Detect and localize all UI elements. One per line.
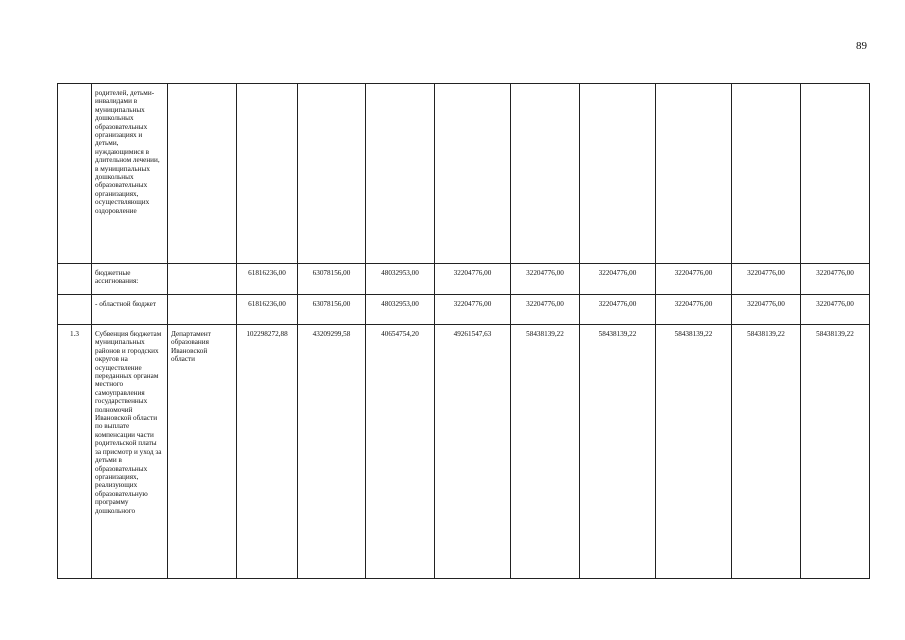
- cell-index: 1.3: [58, 325, 92, 579]
- table-row: [58, 325, 870, 579]
- cell-index: [58, 264, 92, 295]
- cell-value: 58438139,22: [511, 325, 580, 579]
- cell-value: 32204776,00: [580, 295, 656, 325]
- cell-value: 32204776,00: [656, 295, 732, 325]
- cell-value: 32204776,00: [732, 264, 801, 295]
- cell-responsible: [168, 295, 237, 325]
- cell-value: 32204776,00: [511, 264, 580, 295]
- cell-value: [366, 84, 435, 264]
- cell-description: родителей, детьми-инвалидами в муниципальных дошкольных образовательных организациях и детьми, нуждающимися в длительном лечении, в муниципальных дошкольных образовательных организациях, осуществляющих оздоровление: [92, 84, 168, 264]
- table-row: [58, 264, 870, 295]
- cell-value: 43209299,58: [298, 325, 366, 579]
- cell-value: 61816236,00: [237, 295, 298, 325]
- cell-value: [237, 84, 298, 264]
- cell-responsible: [168, 84, 237, 264]
- cell-description: - областной бюджет: [92, 295, 168, 325]
- cell-value: 32204776,00: [580, 264, 656, 295]
- table-row: [58, 84, 870, 264]
- cell-value: 102298272,88: [237, 325, 298, 579]
- cell-value: 32204776,00: [656, 264, 732, 295]
- cell-value: 32204776,00: [511, 295, 580, 325]
- cell-responsible: Департамент образования Ивановской области: [168, 325, 237, 579]
- cell-value: 32204776,00: [435, 264, 511, 295]
- cell-value: [435, 84, 511, 264]
- cell-value: 32204776,00: [732, 295, 801, 325]
- cell-value: 63078156,00: [298, 295, 366, 325]
- cell-value: 48032953,00: [366, 295, 435, 325]
- cell-value: [656, 84, 732, 264]
- cell-index: [58, 295, 92, 325]
- cell-value: 32204776,00: [801, 264, 870, 295]
- cell-description: Субвенция бюджетам муниципальных районов и городских округов на осуществление переданных органам местного самоуправления государственных полномочий Ивановской области по выплате компенсации части родительской платы за присмотр и уход за детьми в образовательных организациях, реализующих образовательную программу дошкольного: [92, 325, 168, 579]
- table-row: [58, 295, 870, 325]
- cell-responsible: [168, 264, 237, 295]
- cell-value: 58438139,22: [580, 325, 656, 579]
- budget-table: [57, 83, 870, 579]
- cell-description: бюджетные ассигнования:: [92, 264, 168, 295]
- cell-value: 32204776,00: [801, 295, 870, 325]
- page-number: 89: [856, 40, 867, 52]
- cell-value: 48032953,00: [366, 264, 435, 295]
- cell-value: [580, 84, 656, 264]
- cell-value: [298, 84, 366, 264]
- cell-value: [511, 84, 580, 264]
- cell-value: [732, 84, 801, 264]
- cell-index: [58, 84, 92, 264]
- cell-value: 58438139,22: [656, 325, 732, 579]
- cell-value: 63078156,00: [298, 264, 366, 295]
- cell-value: 58438139,22: [801, 325, 870, 579]
- cell-value: 40654754,20: [366, 325, 435, 579]
- cell-value: 61816236,00: [237, 264, 298, 295]
- cell-value: 58438139,22: [732, 325, 801, 579]
- cell-value: [801, 84, 870, 264]
- cell-value: 49261547,63: [435, 325, 511, 579]
- cell-value: 32204776,00: [435, 295, 511, 325]
